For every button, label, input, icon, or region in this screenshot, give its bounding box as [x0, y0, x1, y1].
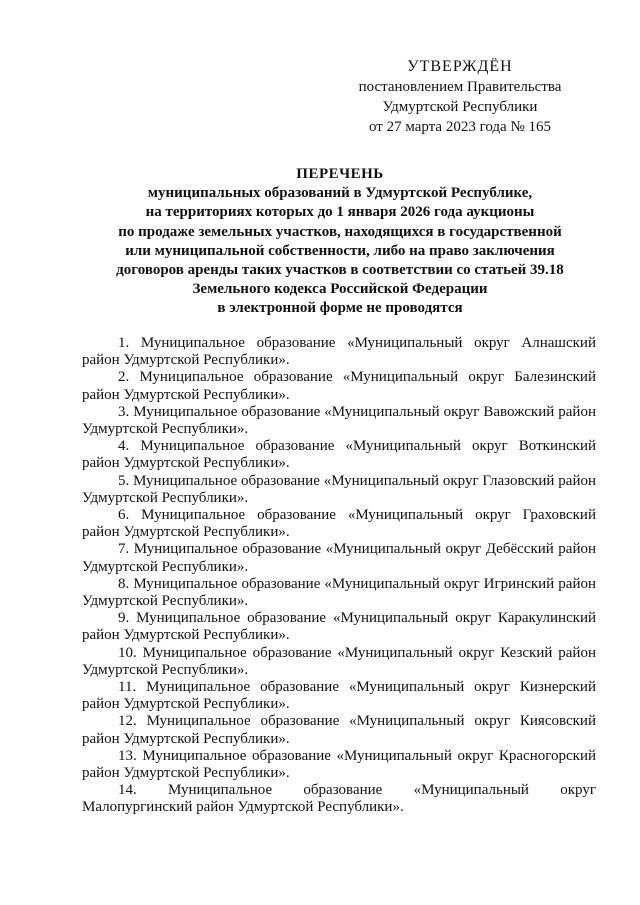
- document-title: [80, 165, 600, 319]
- title-line: по продаже земельных участков, находящихся в государственной: [118, 223, 562, 240]
- title-line: договоров аренды таких участков в соответствии со статьей 39.18: [116, 262, 564, 279]
- title-line: в электронной форме не проводятся: [217, 300, 463, 317]
- list-item: 6. Муниципальное образование «Муниципальный округ Граховский район Удмуртской Республики».: [82, 507, 596, 541]
- list-item: 2. Муниципальное образование «Муниципальный округ Балезинский район Удмуртской Республики».: [82, 369, 596, 403]
- title-line: на территориях которых до 1 января 2026 года аукционы: [145, 204, 535, 221]
- list-item: 7. Муниципальное образование «Муниципальный округ Дебёсский район Удмуртской Республики».: [82, 541, 596, 575]
- list-item: 12. Муниципальное образование «Муниципальный округ Киясовский район Удмуртской Республики».: [82, 713, 596, 747]
- list-item: 5. Муниципальное образование «Муниципальный округ Глазовский район Удмуртской Республики».: [82, 472, 596, 506]
- list-item: 9. Муниципальное образование «Муниципальный округ Каракулинский район Удмуртской Республики».: [82, 610, 596, 644]
- list-item: 11. Муниципальное образование «Муниципальный округ Кизнерский район Удмуртской Республики».: [82, 679, 596, 713]
- approval-line-1: постановлением Правительства: [358, 79, 562, 95]
- approval-stamp: [345, 57, 575, 137]
- list-item: 1. Муниципальное образование «Муниципальный округ Алнашский район Удмуртской Республики».: [82, 335, 596, 369]
- municipality-list: [82, 335, 596, 817]
- list-item: 3. Муниципальное образование «Муниципальный округ Вавожский район Удмуртской Республики».: [82, 403, 596, 438]
- list-item: 4. Муниципальное образование «Муниципальный округ Воткинский район Удмуртской Республики».: [82, 438, 596, 472]
- list-item: 13. Муниципальное образование «Муниципальный округ Красногорский район Удмуртской Республики».: [82, 747, 596, 782]
- title-line: муниципальных образований в Удмуртской Республике,: [147, 185, 533, 202]
- approval-heading: УТВЕРЖДЁН: [407, 58, 513, 75]
- title-line: или муниципальной собственности, либо на право заключения: [125, 242, 555, 259]
- list-item: 10. Муниципальное образование «Муниципальный округ Кезский район Удмуртской Республики».: [82, 644, 596, 678]
- approval-line-2: Удмуртской Республики: [382, 99, 538, 115]
- approval-line-3: от 27 марта 2023 года № 165: [368, 119, 552, 135]
- title-heading: ПЕРЕЧЕНЬ: [296, 166, 384, 182]
- list-item: 14. Муниципальное образование «Муниципальный округ Малопургинский район Удмуртской Республики».: [82, 782, 596, 816]
- list-item: 8. Муниципальное образование «Муниципальный округ Игринский район Удмуртской Республики».: [82, 575, 596, 610]
- title-line: Земельного кодекса Российской Федерации: [192, 281, 488, 298]
